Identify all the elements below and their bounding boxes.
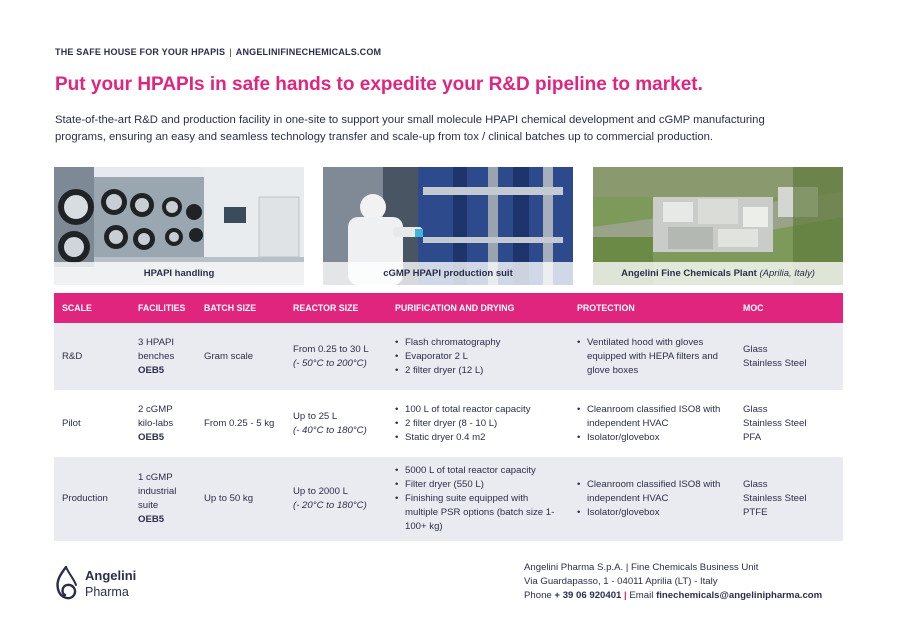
email-link[interactable]: finechemicals@angelinipharma.com <box>656 590 823 601</box>
list-item: • 100 L of total reactor capacity <box>395 403 561 417</box>
moc-item: Glass <box>743 343 768 355</box>
contact-line <box>524 589 854 603</box>
cell-reactor-size <box>285 323 387 390</box>
capabilities-table <box>54 293 843 541</box>
reactor-temp-range: (- 50°C to 200°C) <box>293 357 367 369</box>
cell-moc <box>735 457 843 541</box>
company-logo[interactable] <box>52 565 172 607</box>
cell-protection <box>569 390 735 457</box>
table-row <box>54 457 843 541</box>
phone-label: Phone <box>524 590 555 601</box>
facility-text: 3 HPAPI benches <box>138 336 175 362</box>
angelini-swirl-logo-icon <box>52 565 80 605</box>
table-row <box>54 390 843 457</box>
list-item: • Filter dryer (550 L) <box>395 478 561 492</box>
list-item: • Evaporator 2 L <box>395 350 561 364</box>
reactor-temp-range: (- 20°C to 180°C) <box>293 500 367 511</box>
list-item: • Cleanroom classified ISO8 with independent HVAC <box>577 478 727 506</box>
moc-item: Stainless Steel <box>743 493 807 504</box>
contact-company: Angelini Pharma S.p.A. | Fine Chemicals Business Unit <box>524 562 759 573</box>
cell-scale: Pilot <box>54 390 130 457</box>
photo-cgmp-production <box>323 167 573 285</box>
moc-item: Stainless Steel <box>743 357 807 369</box>
caption-location: (Aprilia, Italy) <box>759 268 815 279</box>
cell-facilities <box>130 457 196 541</box>
list-item: • Finishing suite equipped with multiple PSR options (batch size 1-100+ kg) <box>395 492 561 534</box>
facility-text: 1 cGMP industrial suite <box>138 472 177 511</box>
cell-moc <box>735 323 843 390</box>
header-moc: MOC <box>735 293 843 323</box>
eyebrow-separator: | <box>229 47 232 57</box>
list-item: • 2 filter dryer (12 L) <box>395 364 561 378</box>
list-item: • Isolator/glovebox <box>577 506 727 520</box>
header-batch-size: BATCH SIZE <box>196 293 285 323</box>
eyebrow-left: THE SAFE HOUSE FOR YOUR HPAPIS <box>55 47 226 57</box>
moc-item: Stainless Steel <box>743 417 807 429</box>
reactor-temp-range: (- 40°C to 180°C) <box>293 424 367 436</box>
cell-facilities <box>130 323 196 390</box>
cell-purification <box>387 390 569 457</box>
cell-moc <box>735 390 843 457</box>
table-row <box>54 323 843 390</box>
header-purification: PURIFICATION AND DRYING <box>387 293 569 323</box>
header-scale: SCALE <box>54 293 130 323</box>
caption-main: Angelini Fine Chemicals Plant <box>621 268 760 279</box>
cell-batch-size: Up to 50 kg <box>196 457 285 541</box>
oeb-level: OEB5 <box>138 364 165 376</box>
reactor-volume: Up to 25 L <box>293 410 338 422</box>
list-item: • 5000 L of total reactor capacity <box>395 464 561 478</box>
photo-caption: HPAPI handling <box>54 262 304 285</box>
list-item: • Static dryer 0.4 m2 <box>395 431 561 445</box>
reactor-volume: Up to 2000 L <box>293 486 348 497</box>
cell-scale: R&D <box>54 323 130 390</box>
list-item: • Isolator/glovebox <box>577 431 727 445</box>
cell-reactor-size <box>285 390 387 457</box>
moc-item: Glass <box>743 479 768 490</box>
photo-caption: cGMP HPAPI production suit <box>323 262 573 285</box>
cell-facilities <box>130 390 196 457</box>
eyebrow-tagline <box>55 47 381 57</box>
phone-number[interactable]: + 39 06 920401 <box>554 590 622 601</box>
facility-text: 2 cGMP kilo-labs <box>138 403 174 429</box>
list-item: • Flash chromatography <box>395 336 561 350</box>
eyebrow-website[interactable]: ANGELINIFINECHEMICALS.COM <box>235 47 382 57</box>
contact-block <box>524 561 854 603</box>
list-item: • 2 filter dryer (8 - 10 L) <box>395 417 561 431</box>
cell-protection <box>569 323 735 390</box>
table-header-row <box>54 293 843 323</box>
cell-scale: Production <box>54 457 130 541</box>
moc-item: PFA <box>743 431 762 443</box>
cell-purification <box>387 457 569 541</box>
oeb-level: OEB5 <box>138 514 165 525</box>
header-facilities: FACILITIES <box>130 293 196 323</box>
contact-address: Via Guardapasso, 1 - 04011 Aprilia (LT) - Italy <box>524 576 718 587</box>
logo-subname: Pharma <box>85 585 129 599</box>
cell-reactor-size <box>285 457 387 541</box>
list-item: • Cleanroom classified ISO8 with independent HVAC <box>577 403 727 431</box>
photo-hpapi-handling <box>54 167 304 285</box>
header-reactor-size: REACTOR SIZE <box>285 293 387 323</box>
moc-item: PTFE <box>743 507 768 518</box>
oeb-level: OEB5 <box>138 431 165 443</box>
contact-separator: | <box>621 590 630 601</box>
intro-paragraph: State-of-the-art R&D and production facility in one-site to support your small molecule HPAPI chemical development and cGMP manufacturing programs, ensuring an easy and seamless technology transfer and scale-up from tox / clinical batches up to commercial production. <box>55 114 765 143</box>
page-headline: Put your HPAPIs in safe hands to expedite your R&D pipeline to market. <box>55 74 703 95</box>
moc-item: Glass <box>743 403 768 415</box>
header-protection: PROTECTION <box>569 293 735 323</box>
photo-caption <box>593 262 843 285</box>
photo-plant-aerial <box>593 167 843 285</box>
reactor-volume: From 0.25 to 30 L <box>293 343 369 355</box>
logo-name: Angelini <box>85 568 137 583</box>
cell-protection <box>569 457 735 541</box>
cell-purification <box>387 323 569 390</box>
cell-batch-size: From 0.25 - 5 kg <box>196 390 285 457</box>
list-item: • Ventilated hood with gloves equipped with HEPA filters and glove boxes <box>577 336 727 378</box>
email-label: Email <box>629 590 657 601</box>
cell-batch-size: Gram scale <box>196 323 285 390</box>
